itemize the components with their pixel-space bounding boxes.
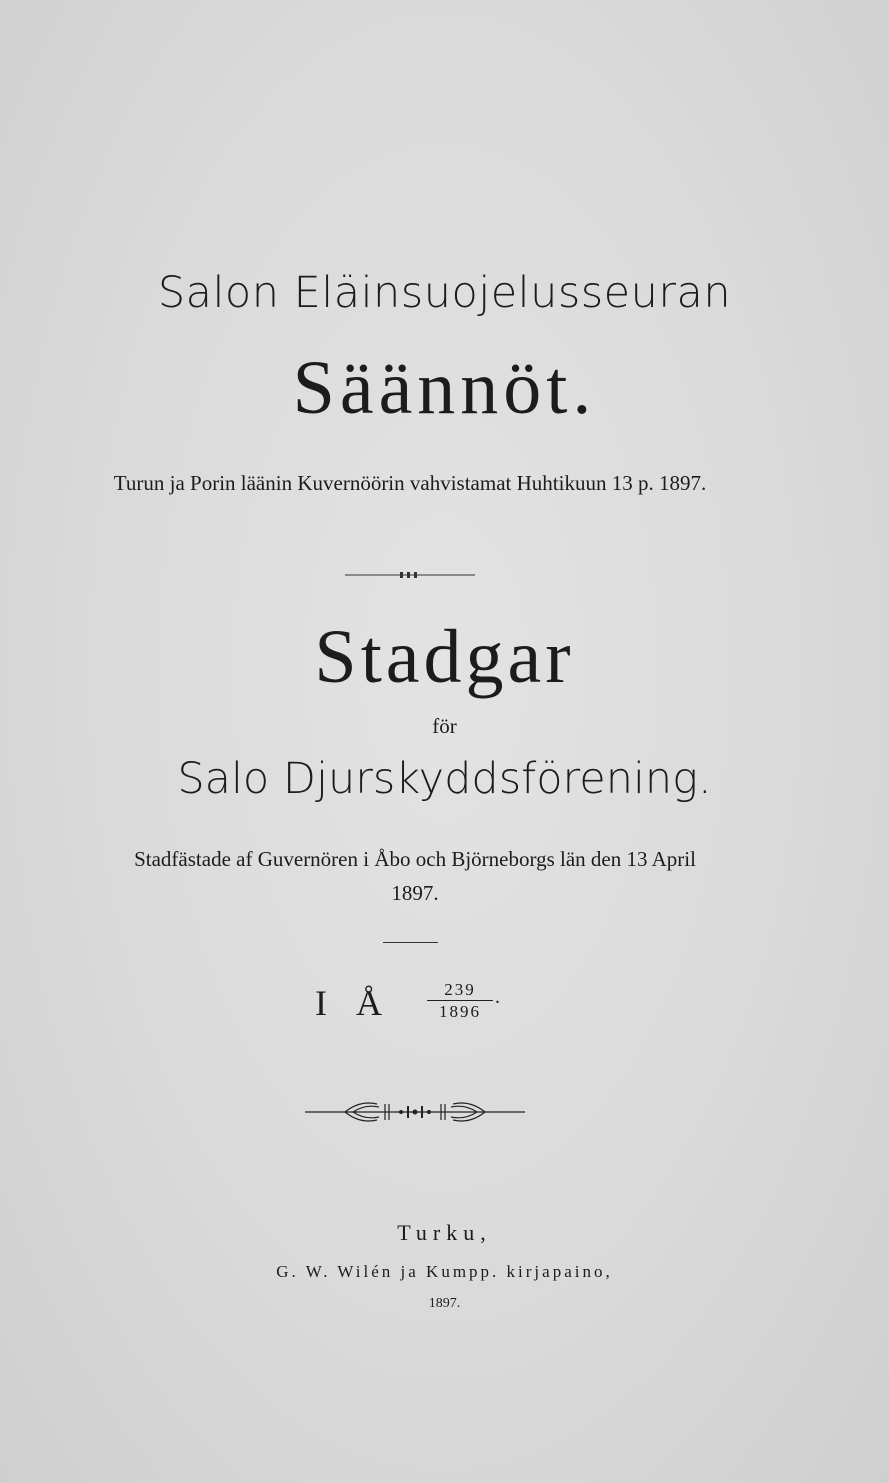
swedish-society-heading: Salo Djurskyddsförening. [177,754,712,804]
signum-numerator: 239 [427,980,493,1001]
signum-denominator: 1896 [439,1002,481,1021]
swedish-title: Stadgar [314,615,575,699]
publisher-city: Turku, [397,1220,492,1245]
finnish-approval-text: Turun ja Porin läänin Kuvernöörin vahvistamat Huhtikuun 13 p. 1897. [113,471,707,495]
publisher-printer: G. W. Wilén ja Kumpp. kirjapaino, [276,1262,613,1281]
publisher-year: 1897. [428,1296,461,1311]
separator-rule-icon [345,572,475,578]
finnish-title: Säännöt. [292,346,597,430]
short-rule [383,942,438,943]
swedish-for-word: för [432,714,457,738]
signum-letters: I Å [315,983,392,1023]
printer-ornament-icon [305,1092,525,1132]
signum-fraction [427,980,493,1023]
signum-dot: . [495,986,500,1008]
finnish-society-heading: Salon Eläinsuojelusseuran [157,268,732,318]
swedish-approval-text: Stadfästade af Guvernören i Åbo och Björneborgs län den 13 April 1897. [134,847,696,905]
